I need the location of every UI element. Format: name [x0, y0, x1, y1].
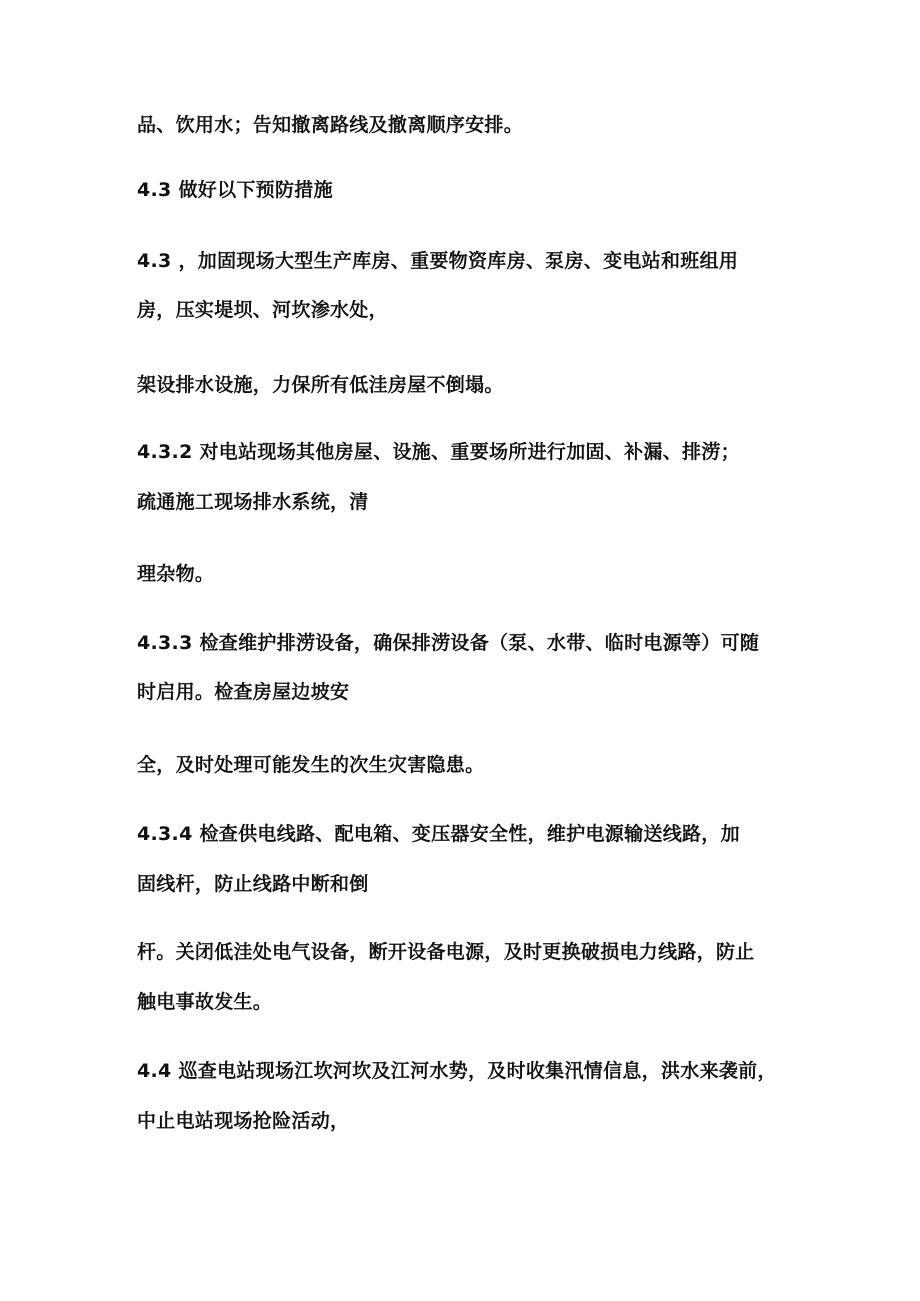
- text-line-5: 架设排水设施，力保所有低洼房屋不倒塌。: [137, 374, 504, 396]
- text-line-11: 全，及时处理可能发生的次生灾害隐患。: [137, 754, 485, 776]
- section-heading-4-3: 4.3 做好以下预防措施: [137, 179, 333, 201]
- section-heading-4-4: 4.4 巡查电站现场江坎河坎及江河水势，及时收集汛情信息，洪水来袭前，: [137, 1060, 777, 1082]
- text-line-13: 固线杆，防止线路中断和倒: [137, 873, 369, 895]
- text-line-1: 品、饮用水；告知撤离路线及撤离顺序安排。: [137, 114, 524, 136]
- text-line-8: 理杂物。: [137, 563, 215, 585]
- text-line-17: 中止电站现场抢险活动，: [137, 1110, 350, 1132]
- text-line-7: 疏通施工现场排水系统，清: [137, 491, 369, 513]
- text-line-6: 4.3.2 对电站现场其他房屋、设施、重要场所进行加固、补漏、排涝；: [137, 441, 740, 463]
- text-line-12: 4.3.4 检查供电线路、配电箱、变压器安全性，维护电源输送线路，加: [137, 823, 740, 845]
- text-line-4: 房，压实堤坝、河坎渗水处，: [137, 299, 388, 321]
- text-line-10: 时启用。检查房屋边坡安: [137, 681, 350, 703]
- text-line-14: 杆。关闭低洼处电气设备，断开设备电源，及时更换破损电力线路，防止: [137, 941, 755, 963]
- text-line-15: 触电事故发生。: [137, 991, 273, 1013]
- text-line-9: 4.3.3 检查维护排涝设备，确保排涝设备（泵、水带、临时电源等）可随: [137, 632, 760, 654]
- text-line-3: 4.3 ，加固现场大型生产库房、重要物资库房、泵房、变电站和班组用: [137, 250, 739, 272]
